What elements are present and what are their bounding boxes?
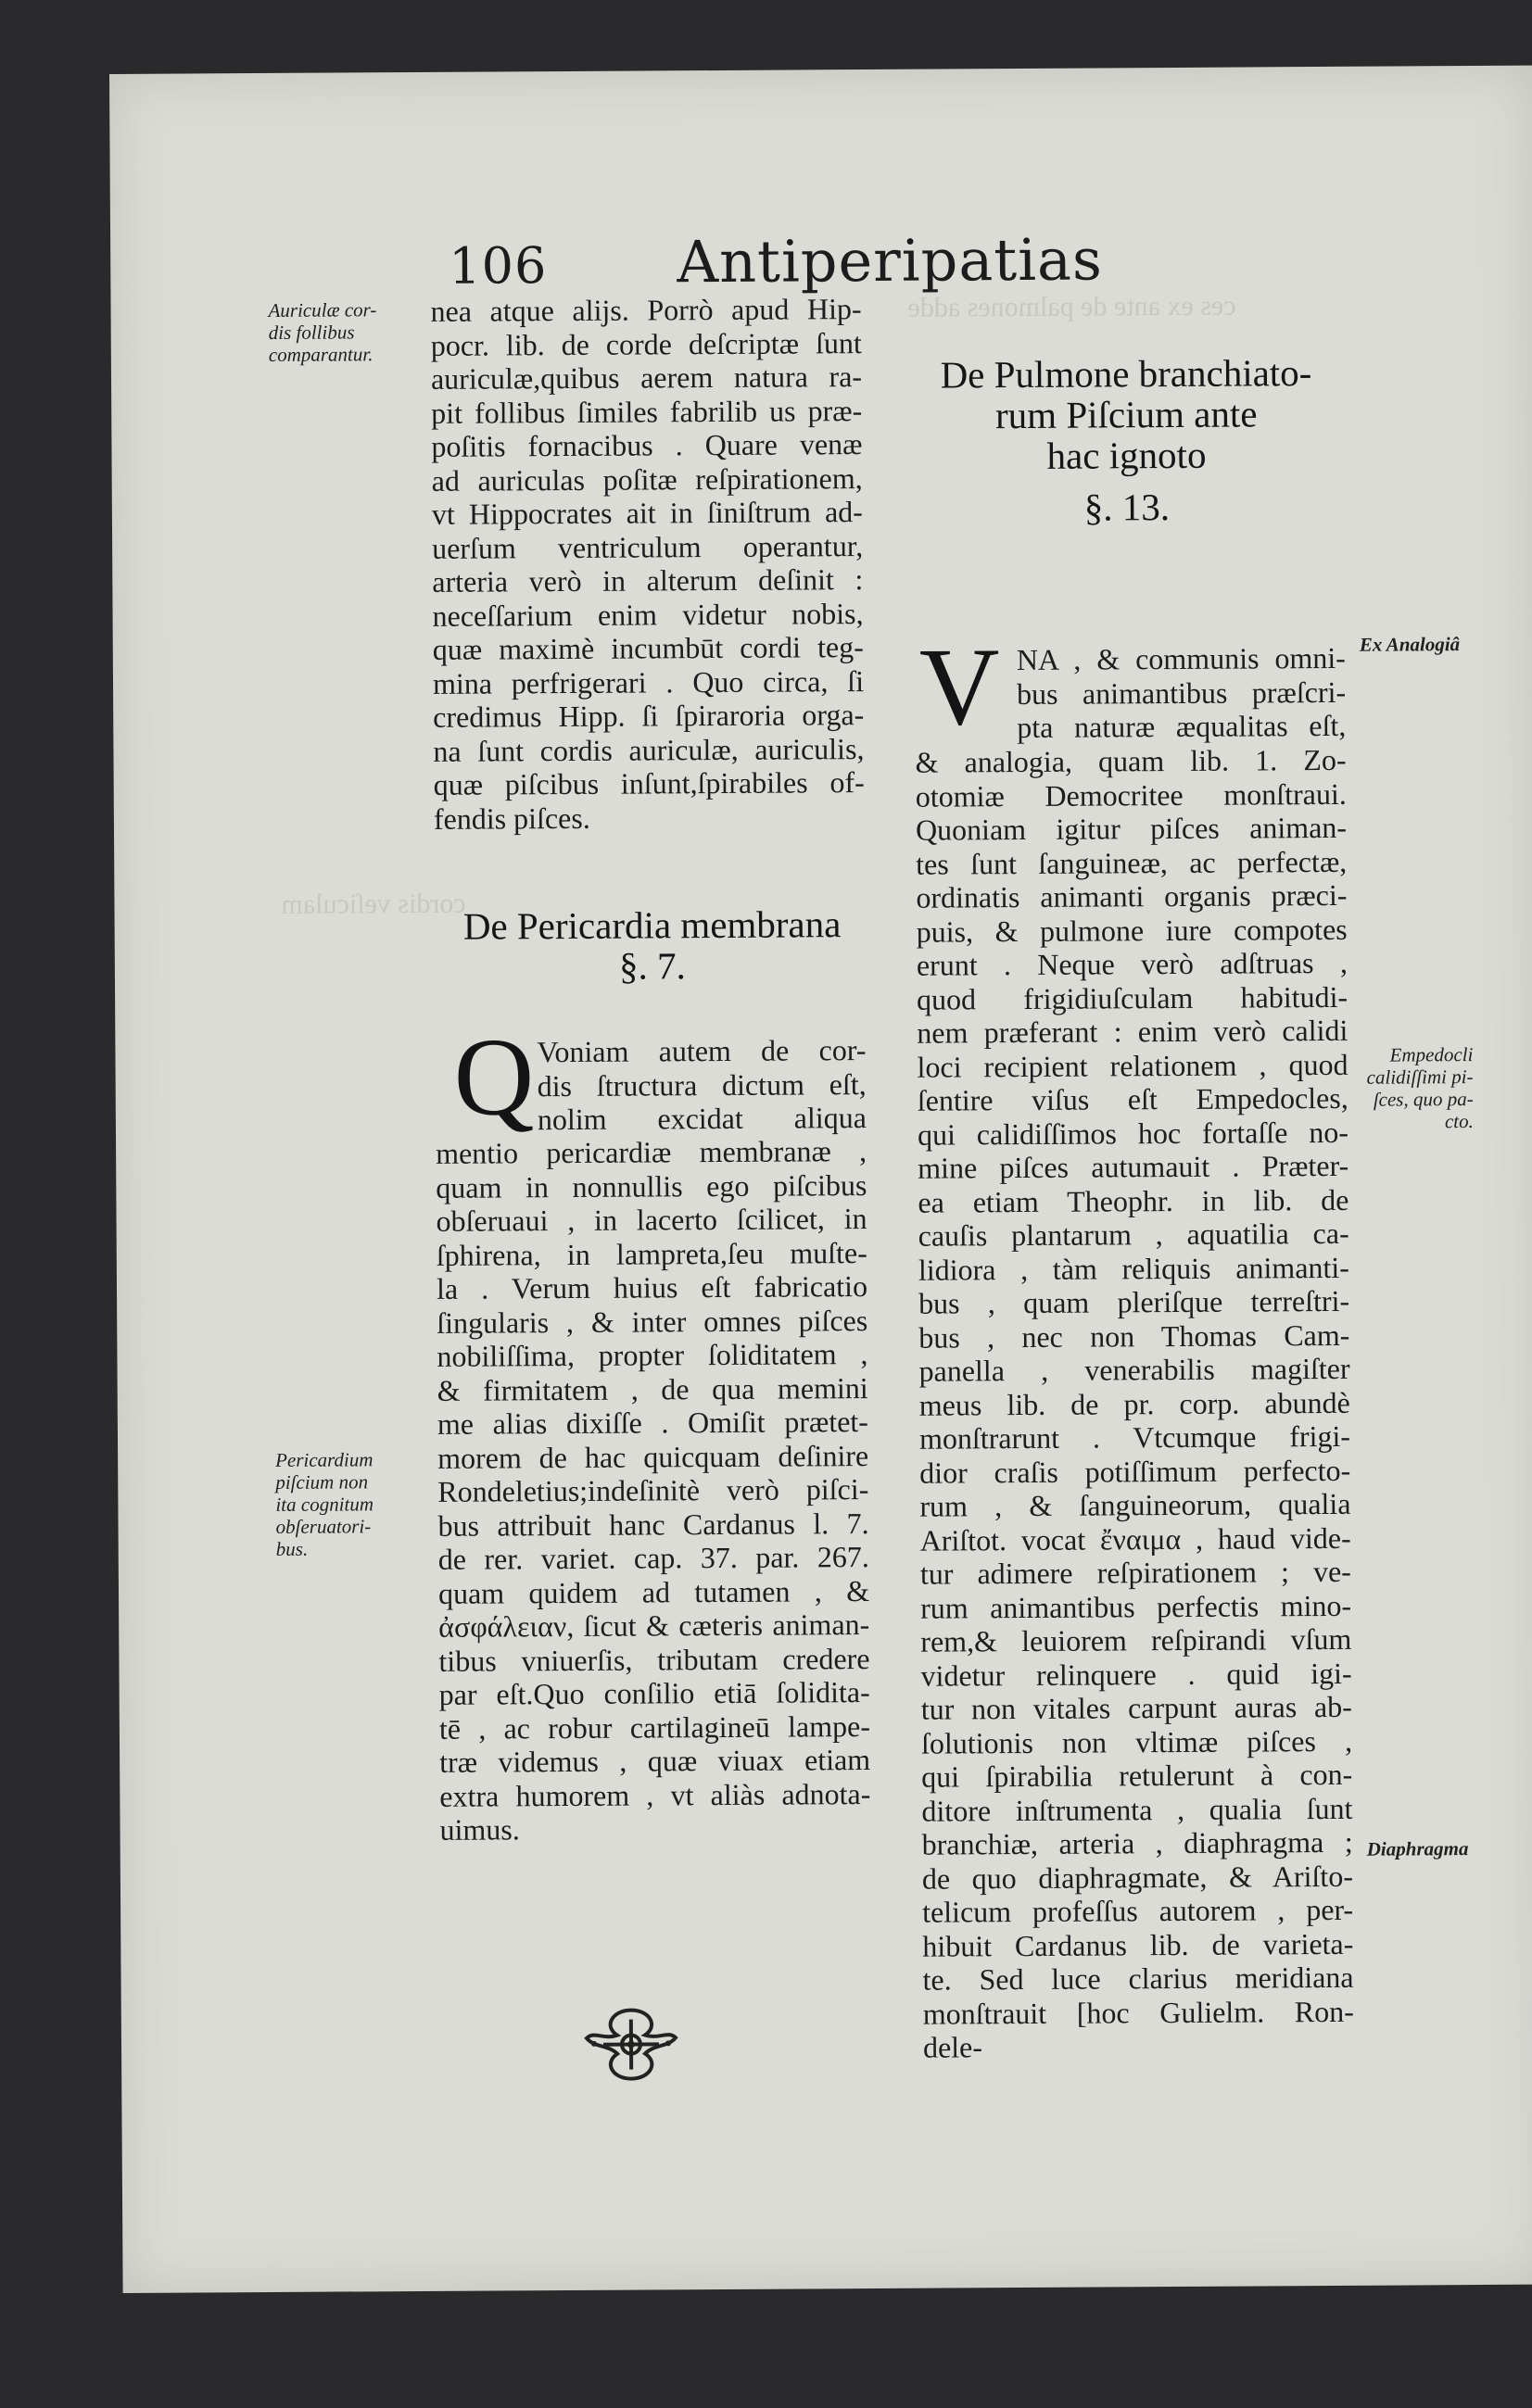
text-line: branchiæ, arteria , diaphragma ; xyxy=(921,1824,1353,1861)
section-heading-title: De Pulmone branchiato- xyxy=(940,351,1312,397)
text-line: auriculæ,quibus aerem natura ra- xyxy=(430,359,863,396)
text-line: dior craſis potiſſimum perfecto- xyxy=(919,1453,1351,1490)
text-line: la . Verum huius eſt fabricatio xyxy=(436,1269,868,1305)
text-line: uimus. xyxy=(439,1812,520,1847)
drop-cap-q: Q xyxy=(453,1015,535,1139)
left-column-heading xyxy=(424,903,880,988)
text-line: me alias dixiſſe . Omiſit prætet- xyxy=(437,1405,869,1441)
page-number: 106 xyxy=(449,236,548,296)
left-column-paragraph-1 xyxy=(430,292,865,836)
text-line: dele- xyxy=(922,2030,983,2064)
margin-note-line: calidiſſimi pi- xyxy=(1366,1065,1474,1089)
text-line: loci recipient relationem , quod xyxy=(917,1047,1348,1084)
bleed-through-decoration: ces ex ante de palmones adde xyxy=(907,290,1236,323)
text-line: rem,& leuiorem reſpirandi vſum xyxy=(920,1621,1352,1658)
right-column-heading xyxy=(908,352,1345,529)
text-line: nea atque alijs. Porrò apud Hip- xyxy=(430,292,862,328)
text-line: extra humorem , vt aliàs adnota- xyxy=(439,1776,871,1813)
text-line: Voniam autem de cor- xyxy=(537,1033,867,1069)
text-line: bus , quam pleriſque terreſtri- xyxy=(918,1283,1350,1320)
margin-note-line: ita cognitum xyxy=(275,1493,374,1516)
text-line: obſeruaui , in lacerto ſcilicet, in xyxy=(436,1202,867,1238)
right-column-dropcap-lines xyxy=(1017,641,1347,745)
text-line: te. Sed luce clarius meridiana xyxy=(922,1960,1354,1997)
text-line: dis ſtructura dictum eſt, xyxy=(537,1066,867,1103)
text-line: quæ maximè incumbūt cordi teg- xyxy=(432,630,864,666)
text-line: ordinatis animanti organis præci- xyxy=(916,877,1348,914)
running-title: Antiperipatias xyxy=(677,225,1104,296)
margin-note-pericardium xyxy=(275,1448,374,1560)
left-column-dropcap-lines xyxy=(537,1033,867,1137)
text-line: erunt . Neque verò adſtruas , xyxy=(916,945,1348,982)
text-line: tes ſunt ſanguineæ, ac perfectæ, xyxy=(916,844,1348,881)
text-line: poſitis fornacibus . Quare venæ xyxy=(431,427,863,463)
text-line: uerſum ventriculum operantur, xyxy=(432,528,864,565)
margin-note-line: Pericardium xyxy=(275,1448,374,1471)
text-line: ſentire viſus eſt Empedocles, xyxy=(917,1080,1348,1117)
text-line: quam in nonnullis ego piſcibus xyxy=(436,1167,867,1204)
text-line: videtur relinquere . quid igi- xyxy=(920,1656,1352,1693)
text-line: quam quidem ad tutamen , & xyxy=(437,1573,870,1610)
text-line: arteria verò in alterum deſinit : xyxy=(432,562,864,599)
section-heading-title: De Pericardia membrana xyxy=(462,902,842,948)
text-line: fendis piſces. xyxy=(433,801,590,836)
text-line: bus , nec non Thomas Cam- xyxy=(918,1317,1350,1355)
text-line: telicum profeſſus autorem , per- xyxy=(922,1892,1354,1929)
margin-note-line: obſeruatori- xyxy=(275,1515,372,1538)
text-line: ſphirena, in lampreta,ſeu muſte- xyxy=(436,1235,867,1272)
section-heading-title: rum Piſcium ante xyxy=(994,392,1258,437)
margin-note-line: ſces, quo pa- xyxy=(1373,1088,1474,1111)
text-line: lidiora , tàm reliquis animanti- xyxy=(918,1250,1349,1287)
book-page xyxy=(109,66,1532,2293)
text-line: tē , ac robur cartilagineū lampe- xyxy=(438,1708,871,1746)
text-line: bus attribuit hanc Cardanus l. 7. xyxy=(437,1506,869,1543)
text-line: par eſt.Quo conſilio etiā ſolidita- xyxy=(438,1675,870,1711)
section-heading-number: §. 7. xyxy=(618,944,686,988)
margin-note-diaphragma xyxy=(1367,1837,1469,1860)
text-line: qui ſpirabilia retulerunt à con- xyxy=(921,1757,1353,1794)
margin-note-line: cto. xyxy=(1444,1110,1474,1133)
margin-note-line: Ex Analogiâ xyxy=(1359,633,1461,656)
bleed-through-decoration: cordis veſiculam xyxy=(281,888,466,920)
running-head xyxy=(449,225,1103,296)
text-line: mentio pericardiæ membranæ , xyxy=(436,1134,867,1170)
text-line: meus lib. de pr. corp. abundè xyxy=(918,1385,1350,1422)
text-line: na ſunt cordis auriculæ, auriculis, xyxy=(433,731,865,768)
text-line: mine piſces autumauit . Præter- xyxy=(918,1148,1349,1185)
text-line: monſtrauit [hoc Gulielm. Ron- xyxy=(922,1994,1354,2031)
text-line: Ariſtot. vocat ἔναιμα , haud vide- xyxy=(919,1520,1351,1557)
text-line: quod frigidiuſculam habitudi- xyxy=(917,979,1348,1016)
margin-note-line: Empedocli xyxy=(1389,1043,1474,1066)
text-line: cauſis plantarum , aquatilia ca- xyxy=(918,1216,1349,1253)
text-line: quæ piſcibus inſunt,ſpirabiles of- xyxy=(433,765,865,801)
printers-ornament xyxy=(576,2002,688,2087)
section-heading-number: §. 13. xyxy=(1083,485,1171,529)
right-column-paragraph xyxy=(915,743,1354,2064)
text-line: qui calidiſſimos hoc fortaſſe no- xyxy=(917,1115,1349,1152)
text-line: pta naturæ æqualitas eſt, xyxy=(1017,708,1347,745)
text-line: credimus Hipp. ſi ſpiraroria orga- xyxy=(433,698,865,734)
text-line: neceſſarium enim videtur nobis, xyxy=(432,596,864,633)
text-line: tur non vitales carpunt auras ab- xyxy=(920,1689,1352,1726)
text-line: Quoniam igitur piſces animan- xyxy=(915,810,1348,847)
margin-note-analogia xyxy=(1360,633,1460,656)
text-line: ad auriculas poſitæ reſpirationem, xyxy=(431,460,863,498)
text-line: otomiæ Democritee monſtraui. xyxy=(915,776,1347,813)
text-line: ea etiam Theophr. in lib. de xyxy=(918,1182,1349,1219)
text-line: de quo diaphragmate, & Ariſto- xyxy=(921,1859,1354,1896)
text-line: ſingularis , & inter omnes piſces xyxy=(437,1303,868,1340)
left-column-paragraph-2 xyxy=(436,1134,871,1847)
text-line: rum animantibus perfectis mino- xyxy=(920,1588,1352,1625)
text-line: monſtrarunt . Vtcumque frigi- xyxy=(918,1418,1351,1456)
text-line: ſolutionis non vltimæ piſces , xyxy=(920,1723,1353,1760)
margin-note-line: piſcium non xyxy=(275,1470,369,1494)
margin-note-auriculae xyxy=(268,298,376,366)
text-line: & analogia, quam lib. 1. Zo- xyxy=(915,742,1347,779)
text-line: rum , & ſanguineorum, qualia xyxy=(919,1486,1351,1523)
margin-note-line: comparantur. xyxy=(268,343,374,366)
text-line: pit follibus ſimiles fabrilib us præ- xyxy=(431,393,863,430)
text-line: morem de hac quicquam deſinire xyxy=(437,1438,869,1475)
margin-note-line: Diaphragma xyxy=(1366,1837,1469,1860)
text-line: de rer. variet. cap. 37. par. 267. xyxy=(437,1540,869,1576)
text-line: ditore inſtrumenta , qualia ſunt xyxy=(921,1791,1353,1828)
text-line: tibus vniuerſis, tributam credere xyxy=(438,1641,870,1678)
text-line: ἀσφάλειαν, ſicut & cæteris animan- xyxy=(438,1607,870,1644)
text-line: bus animantibus præſcri- xyxy=(1016,674,1347,711)
text-line: NA , & communis omni- xyxy=(1016,640,1346,677)
text-line: træ videmus , quæ viuax etiam xyxy=(439,1743,871,1779)
text-line: nobiliſſima, propter ſoliditatem , xyxy=(437,1337,868,1373)
drop-cap-v: V xyxy=(918,624,1001,749)
text-line: tur adimere reſpirationem ; ve- xyxy=(919,1554,1352,1591)
text-line: vt Hippocrates ait in ſiniſtrum ad- xyxy=(431,495,864,531)
text-line: Rondeletius;indeſinitè verò piſci- xyxy=(437,1472,869,1508)
margin-note-empedocli xyxy=(1366,1043,1473,1133)
section-heading-title: hac ignoto xyxy=(1046,433,1207,477)
text-line: panella , venerabilis magiſter xyxy=(918,1351,1350,1388)
text-line: mina perfrigerari . Quo circa, ſi xyxy=(432,663,865,700)
text-line: nolim excidat aliqua xyxy=(537,1101,867,1137)
margin-note-line: bus. xyxy=(275,1537,309,1560)
text-line: pocr. lib. de corde deſcriptæ ſunt xyxy=(430,325,862,362)
margin-note-line: dis follibus xyxy=(268,321,355,344)
text-line: hibuit Cardanus lib. de varieta- xyxy=(922,1926,1354,1963)
margin-note-line: Auriculæ cor- xyxy=(268,298,377,321)
text-line: nem præferant : enim verò calidi xyxy=(917,1013,1348,1050)
text-line: & firmitatem , de qua memini xyxy=(437,1370,868,1407)
text-line: puis, & pulmone iure compotes xyxy=(916,912,1348,949)
